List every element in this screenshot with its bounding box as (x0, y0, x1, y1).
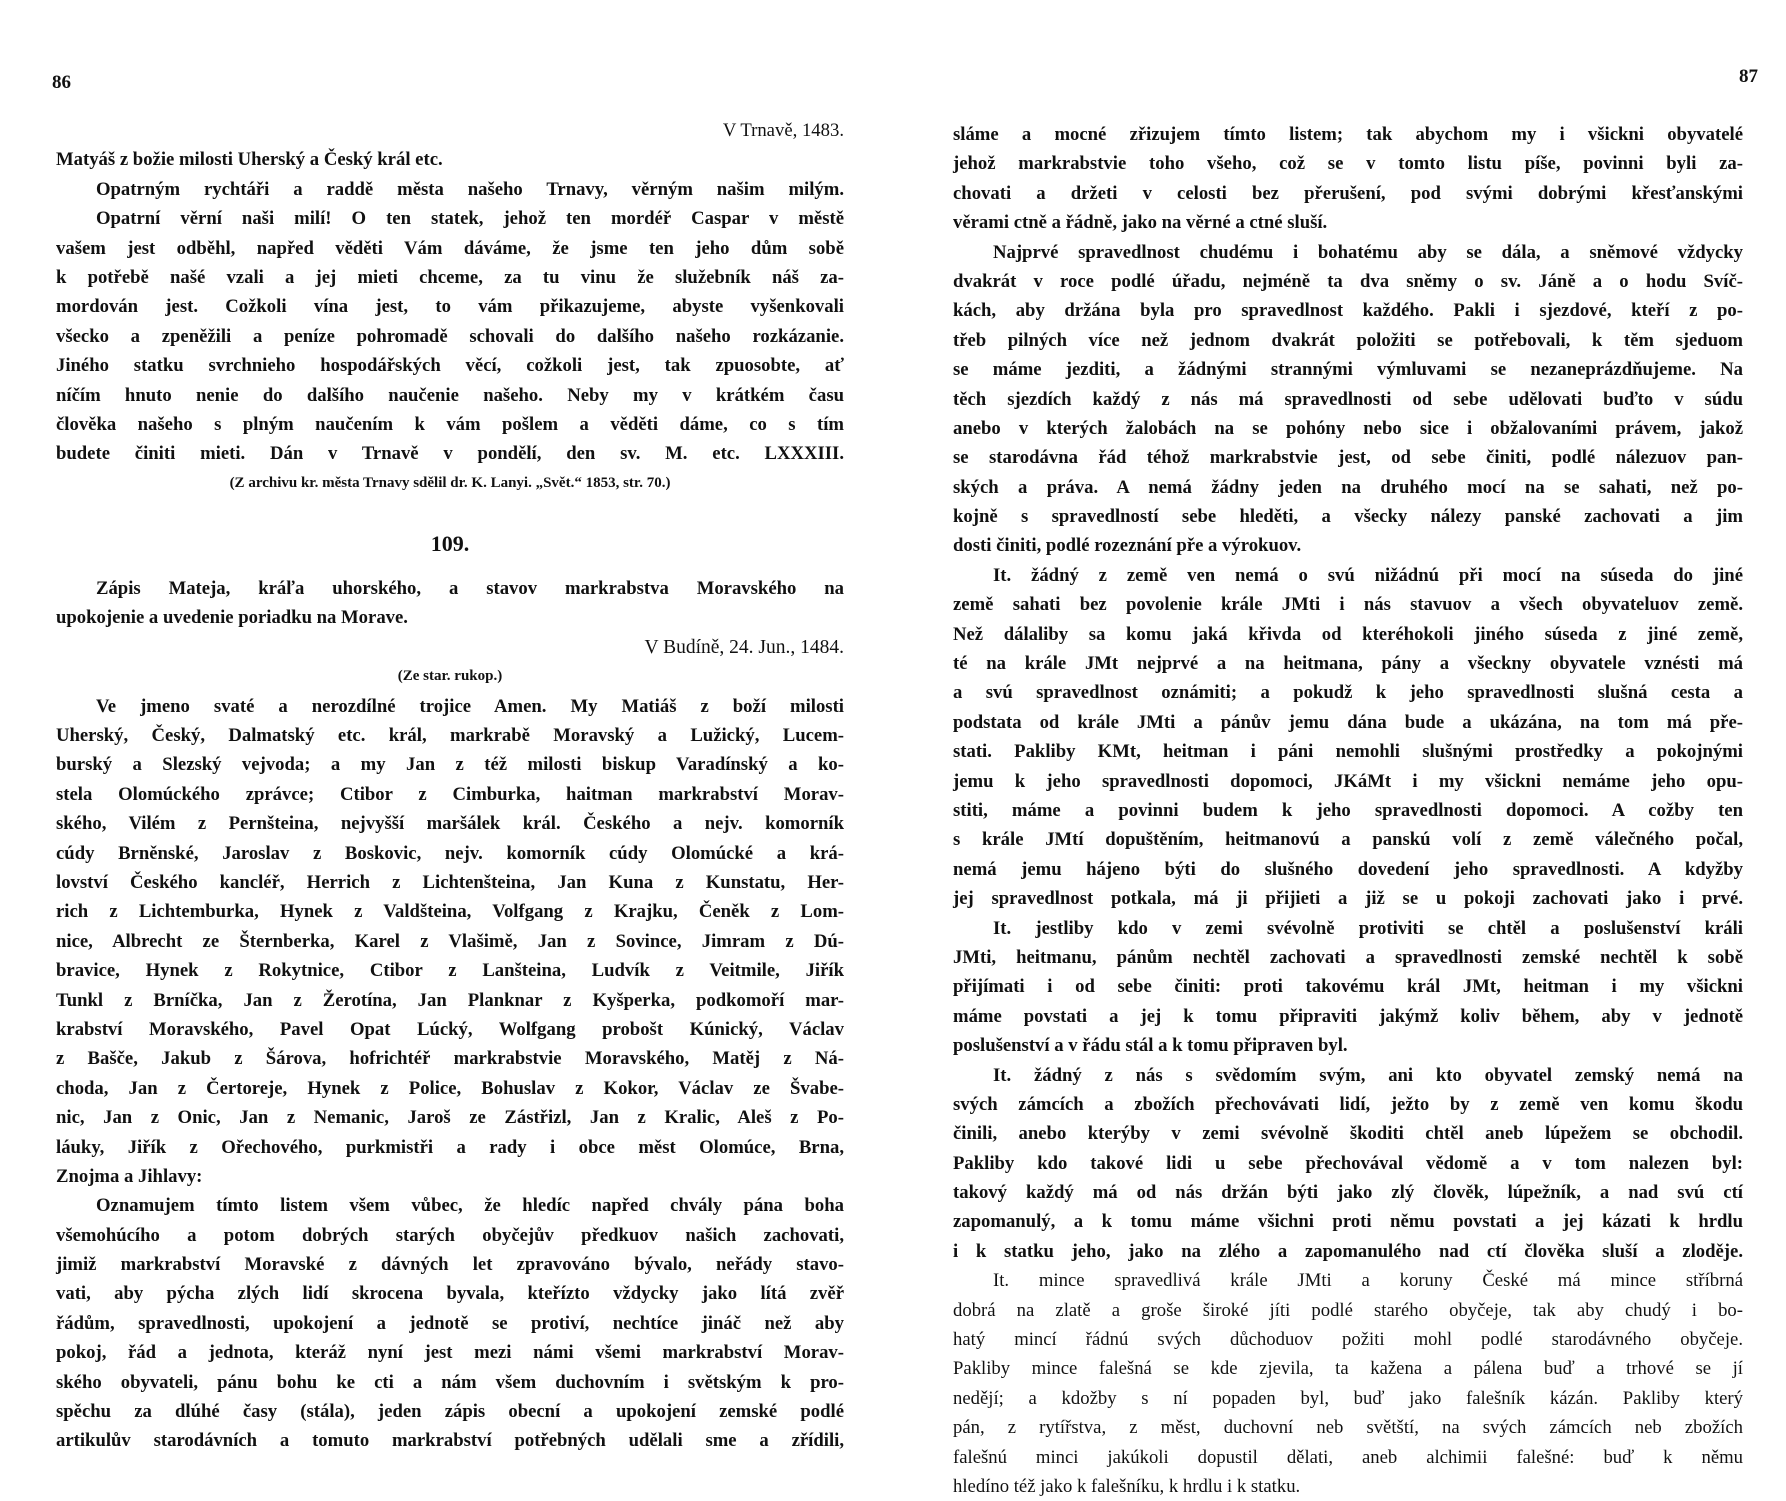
text-line: upokojenie a uvedenie poriadku na Morave. (56, 607, 408, 629)
text-line: nice, Albrecht ze Šternberka, Karel z Vlašimě, Jan z Sovince, Jimram z Dú- (56, 930, 844, 952)
text-line: vati, aby pýcha zlých lidí skrocena byvala, kteřízto vždycky jako lítá zvěř (56, 1283, 844, 1305)
text-line: artikulův starodávních a tomuto markrabství potřebných udělali sme a zřídili, (56, 1430, 844, 1452)
text-line: všecko a zpeněžili a peníze pohromadě schovali do dalšího našeho rozkázanie. (56, 325, 844, 347)
text-line: dobrá na zlatě a groše široké jíti podlé starého obyčeje, tak aby chudý i bo- (953, 1299, 1743, 1321)
text-line: jemu k jeho spravedlnosti dopomoci, JKáMt i my všickni nemáme jeho opu- (953, 770, 1743, 792)
text-line: Ve jmeno svaté a nerozdílné trojice Amen. My Matiáš z boží milosti (96, 695, 844, 717)
text-line: stela Olomúckého zprávce; Ctibor z Cimburka, haitman markrabství Morav- (56, 783, 844, 805)
text-line: choda, Jan z Čertoreje, Hynek z Police, Bohuslav z Kokor, Václav ze Švabe- (56, 1077, 844, 1099)
text-line: It. žádný z země ven nemá o svú nižádnú při mocí na súseda do jiné (993, 564, 1743, 586)
text-column (953, 120, 1743, 1501)
text-line: kojně s spravedlností sebe hleděti, a všecky nálezy panské zachovati a jim (953, 506, 1743, 528)
text-line: mordován jest. Cožkoli vína jest, to vám přikazujeme, abyste vyšenkovali (56, 296, 844, 318)
text-line: poslušenství a v řádu stál a k tomu připraven byl. (953, 1035, 1348, 1057)
page-number: 87 (1739, 66, 1758, 87)
text-line: té na krále JMt nejprvé a na heitmana, pány a všeckny obyvatele vznésti má (953, 653, 1743, 675)
text-line: i k statku jeho, jako na zlého a zapomanulého nad ctí člověka sluší a zloděje. (953, 1240, 1743, 1262)
text-line: ských a práva. A nemá žádny jeden na druhého mocí na se sahati, než po- (953, 476, 1743, 498)
text-line: spěchu za dlúhé časy (stála), jeden zápis obecní a upokojení zemské podlé (56, 1401, 844, 1423)
text-line: s krále JMtí dopuštěním, heitmanovú a panskú volí z země válečného počal, (953, 829, 1743, 851)
text-line: burský a Slezský vejvoda; a my Jan z též milosti biskup Varadínský a ko- (56, 754, 844, 776)
left-page (0, 0, 893, 1500)
text-line: Najprvé spravedlnost chudému i bohatému aby se dála, a sněmové vždycky (993, 241, 1743, 263)
text-line: sláme a mocné zřizujem tímto listem; tak abychom my i všickni obyvatelé (953, 124, 1743, 145)
text-line: anebo v kterých žalobách na se pohóny nebo sice i obžalovaními právem, jakož (953, 417, 1743, 439)
page-number: 86 (52, 72, 71, 93)
text-line: nic, Jan z Onic, Jan z Nemanic, Jaroš ze Zástřizl, Jan z Kralic, Aleš z Po- (56, 1107, 844, 1129)
text-line: láuky, Jiřík z Ořechového, purkmistři a rady i obce měst Olomúce, Brna, (56, 1136, 844, 1158)
text-line: ského, Vilém z Pernšteina, nejvyšší maršálek král. Českého a nejv. komorník (56, 813, 844, 835)
text-line: Tunkl z Brníčka, Jan z Žerotína, Jan Planknar z Kyšperka, podkomoří mar- (56, 989, 844, 1011)
text-line: Znojma a Jihlavy: (56, 1165, 203, 1187)
text-line: cúdy Brněnské, Jaroslav z Boskovic, nejv. komorník cúdy Olomúcké a krá- (56, 842, 844, 864)
text-line: jimiž markrabství Moravské z dávných let zpravováno bývalo, neřády stavo- (56, 1254, 844, 1276)
text-line: Uherský, Český, Dalmatský etc. král, markrabě Moravský a Lužický, Lucem- (56, 725, 844, 747)
text-line: Oznamujem tímto listem všem vůbec, že hledíc napřed chvály pána boha (96, 1195, 844, 1217)
text-line: Pakliby kdo takové lidi u sebe přechovával vědomě a v tom nalezen byl: (953, 1152, 1743, 1174)
text-line: hledíno též jako k falešníku, k hrdlu i k statku. (953, 1475, 1301, 1497)
text-line: kách, aby držána byla pro spravedlnost každého. Pakli i sjezdové, kteří z po- (953, 300, 1743, 322)
text-line: bravice, Hynek z Rokytnice, Ctibor z Lanšteina, Ludvík z Veitmile, Jiřík (56, 960, 844, 982)
text-line: It. žádný z nás s svědomím svým, ani kto obyvatel zemský nemá na (993, 1064, 1743, 1086)
text-line: a svú spravedlnost oznámiti; a pokudž k jeho spravedlnosti slušná cesta a (953, 682, 1743, 704)
text-line: falešnú minci jakúkoli dopustil dělati, aneb alchimii falešné: buď k němu (953, 1446, 1743, 1468)
text-line: těch sjezdích každý z nás má spravedlnosti od sebe udělovati buďto v súdu (953, 388, 1743, 410)
text-line: se starodávna řád téhož markrabstvie jest, od sebe činiti, podlé nálezuov pan- (953, 447, 1743, 469)
text-column (56, 116, 844, 1456)
text-line: Pakliby mince falešná se kde zjevila, ta kažena a pálena buď a trhové se jí (953, 1358, 1743, 1380)
text-line: řádům, spravedlnosti, upokojení a jednotě se protiví, nechtíce jináč než aby (56, 1312, 844, 1334)
text-line: hatý mincí řádnú svých důchoduov požiti mohl podlé starodávného obyčeje. (953, 1329, 1743, 1351)
text-line: dosti činiti, podlé rozeznání pře a výrokuov. (953, 535, 1302, 557)
spacer (56, 498, 844, 514)
text-line: nedějí; a kdožby s ní popaden byl, buď jako falešník kázán. Pakliby který (953, 1387, 1743, 1409)
text-line: jehož markrabstvie toho všeho, což se v tomto listu píše, povinni byli za- (953, 153, 1743, 175)
text-line: Opatrní věrní naši milí! O ten statek, jehož ten mordéř Caspar v městě (96, 208, 844, 230)
text-line: pán, z rytířstva, z měst, duchovní neb světští, na svých zámcích neb zbožích (953, 1417, 1743, 1439)
text-line: Než dálaliby sa komu jaká křivda od kteréhokoli jiného súseda z jiné země, (953, 623, 1743, 645)
text-line: 109. (430, 531, 470, 557)
right-page (893, 0, 1786, 1500)
text-line: činili, anebo kterýby v zemi svévolně škoditi chtěl aneb lúpežem se obchodil. (953, 1123, 1743, 1145)
text-line: It. jestliby kdo v zemi svévolně protiviti se chtěl a poslušenství králi (993, 917, 1743, 939)
text-line: ského obyvateli, pánu bohu ke cti a nám všem duchovním i světským k pro- (56, 1371, 844, 1393)
text-line: se máme jezditi, a žádnými strannými výmluvami se nezaneprázdňujeme. Na (953, 359, 1743, 381)
text-line: rich z Lichtemburka, Hynek z Valdšteina, Volfgang z Krajku, Čeněk z Lom- (56, 901, 844, 923)
text-line: k potřebě našé vzali a jej mieti chceme, za tu vinu že služebník náš za- (56, 266, 844, 288)
text-line: země sahati bez povolenie krále JMti i nás stavuov a všech obyvateluov země. (953, 594, 1743, 616)
text-line: (Ze star. rukop.) (397, 668, 503, 685)
text-line: budete činiti mieti. Dán v Trnavě v pondělí, den sv. M. etc. LXXXIII. (56, 443, 844, 465)
text-line: podstata od krále JMti a pánův jemu dána bude a ukázána, na tom má pře- (953, 711, 1743, 733)
text-line: Zápis Mateja, kráľa uhorského, a stavov markrabstva Moravského na (96, 578, 844, 600)
text-line: dvakrát v roce podlé úřadu, nejméně ta dva sněmy o sv. Jáně a o hodu Svíč- (953, 270, 1743, 292)
text-line: JMti, heitmanu, pánům nechtěl zachovati a spravedlnosti zemské nechtěl k sobě (953, 946, 1743, 968)
text-line: Matyáš z božie milosti Uherský a Český král etc. (56, 149, 443, 171)
text-line: krabství Moravského, Pavel Opat Lúcký, Wolfgang probošt Kúnický, Václav (56, 1018, 844, 1040)
text-line: Jiného statku svrchnieho hospodářských věcí, cožkoli jest, tak zpuosobte, ať (56, 355, 844, 377)
text-line: V Budíně, 24. Jun., 1484. (644, 636, 844, 658)
text-line: (Z archivu kr. města Trnavy sdělil dr. K. Lanyi. „Svět.“ 1853, str. 70.) (229, 474, 671, 491)
text-line: věrami ctně a řádně, jako na věrné a ctné sluší. (953, 212, 1328, 234)
text-line: lovství Českého kancléř, Herrich z Lichtenšteina, Jan Kuna z Kunstatu, Her- (56, 871, 844, 893)
text-line: pokoj, řád a jednota, kteráž nyní jest mezi námi všemi markrabství Morav- (56, 1342, 844, 1364)
text-line: z Bašče, Jakub z Šárova, hofrichtéř markrabstvie Moravského, Matěj z Ná- (56, 1048, 844, 1070)
text-line: vašem jest odběhl, napřed věděti Vám dáváme, že jsme ten jeho dům sobě (56, 237, 844, 259)
text-line: It. mince spravedlivá krále JMti a koruny České má mince stříbrná (993, 1270, 1743, 1292)
text-line: takový každý má od nás držán býti jako zlý člověk, lúpežník, a nad svú ctí (953, 1182, 1743, 1204)
text-line: přijímati i od sebe činiti: proti takovému král JMt, heitman i my všickni (953, 976, 1743, 998)
text-line: svých zámcích a zbožích přechovávati lidí, ježto by z země ven komu škodu (953, 1093, 1743, 1115)
text-line: Opatrným rychtáři a raddě města našeho Trnavy, věrným našim milým. (96, 178, 844, 200)
text-line: V Trnavě, 1483. (722, 120, 844, 141)
text-line: chovati a držeti v celosti bez přerušení, pod svými dobrými křesťanskými (953, 182, 1743, 204)
text-line: všemohúcího a potom dobrých starých obyčejův předkuov našich zachovati, (56, 1224, 844, 1246)
text-line: níčím hnuto nenie do dalšího naučenie našeho. Neby my v krátkém času (56, 384, 844, 406)
text-line: zapomanulý, a k tomu máme všichni proti němu povstati a jej kázati k hrdlu (953, 1211, 1743, 1233)
text-line: stati. Pakliby KMt, heitman i páni nemohli slušnými prostředky a pokojnými (953, 741, 1743, 763)
text-line: třeb pilných více než jednom dvakrát položiti se potřebovali, k těm sjeduom (953, 329, 1743, 351)
text-line: člověka našeho s plným naučením k vám pošlem a věděti dáme, co s tím (56, 413, 844, 435)
text-line: jej spravedlnost potkala, má ji přijieti a již se u pokoji zachovati jako i prvé. (953, 888, 1743, 910)
text-line: stiti, máme a povinni budem k jeho spravedlnosti dopomoci. A cožby ten (953, 799, 1743, 821)
text-line: máme povstati a jej k tomu připraviti jakýmž koliv během, aby v jednotě (953, 1005, 1743, 1027)
text-line: nemá jemu hájeno býti do slušného dovedení jeho spravedlnosti. A kdyžby (953, 858, 1743, 880)
